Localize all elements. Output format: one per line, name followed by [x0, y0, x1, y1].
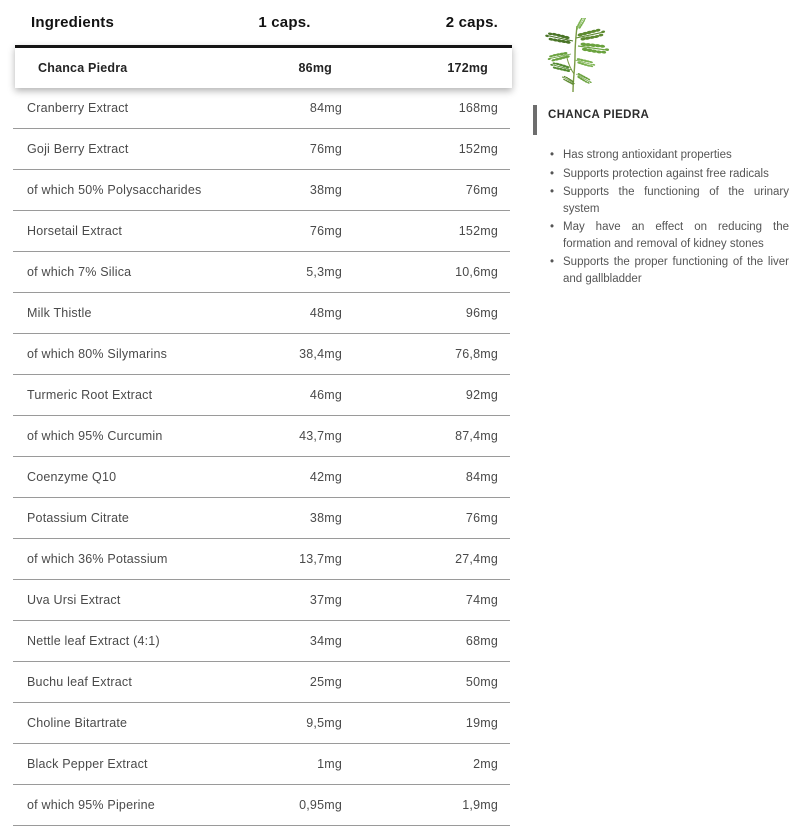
benefit-item: • Has strong antioxidant properties: [533, 147, 789, 164]
amount-1caps: 84mg: [309, 101, 342, 115]
amount-1caps: 46mg: [309, 388, 342, 402]
table-row: [13, 703, 510, 744]
amount-1caps: 86mg: [298, 61, 332, 75]
amount-2caps: 27,4mg: [455, 552, 498, 566]
ingredient-name: Turmeric Root Extract: [27, 388, 153, 402]
ingredient-name: of which 95% Curcumin: [27, 429, 163, 443]
ingredient-name: of which 95% Piperine: [27, 798, 155, 812]
table-row: [13, 170, 510, 211]
amount-1caps: 38,4mg: [299, 347, 342, 361]
ingredient-name: Potassium Citrate: [27, 511, 130, 525]
amount-2caps: 87,4mg: [455, 429, 498, 443]
table-row: [13, 498, 510, 539]
table-row: [13, 580, 510, 621]
table-row: [13, 334, 510, 375]
ingredient-name: Black Pepper Extract: [27, 757, 148, 771]
chanca-piedra-plant-illustration: [537, 18, 611, 94]
ingredient-name: of which 36% Potassium: [27, 552, 168, 566]
table-body: [13, 88, 510, 826]
amount-2caps: 84mg: [465, 470, 498, 484]
benefit-item: • Supports protection against free radicals: [533, 166, 789, 183]
table-row: [13, 293, 510, 334]
amount-1caps: 48mg: [309, 306, 342, 320]
table-row: [13, 539, 510, 580]
table-row: [13, 416, 510, 457]
ingredient-name: Uva Ursi Extract: [27, 593, 121, 607]
ingredient-name: Buchu leaf Extract: [27, 675, 133, 689]
header-2caps: 2 caps.: [445, 14, 498, 31]
amount-1caps: 5,3mg: [306, 265, 342, 279]
table-row: [13, 621, 510, 662]
ingredient-name: Choline Bitartrate: [27, 716, 128, 730]
amount-2caps: 172mg: [447, 61, 488, 75]
ingredient-name: of which 7% Silica: [27, 265, 132, 279]
chanca-piedra-info-panel: [533, 0, 789, 289]
table-row: [13, 662, 510, 703]
amount-2caps: 76mg: [465, 511, 498, 525]
info-title: CHANCA PIEDRA: [548, 109, 650, 121]
amount-2caps: 76,8mg: [455, 347, 498, 361]
amount-2caps: 19mg: [465, 716, 498, 730]
amount-1caps: 0,95mg: [299, 798, 342, 812]
benefits-list: [533, 147, 789, 287]
table-row: [13, 129, 510, 170]
ingredient-name: of which 50% Polysaccharides: [27, 183, 202, 197]
ingredient-name: Nettle leaf Extract (4:1): [27, 634, 160, 648]
ingredient-name: Horsetail Extract: [27, 224, 123, 238]
table-row: [13, 785, 510, 826]
table-row: [13, 375, 510, 416]
amount-2caps: 96mg: [465, 306, 498, 320]
ingredient-name: Cranberry Extract: [27, 101, 129, 115]
ingredient-name: Milk Thistle: [27, 306, 92, 320]
benefit-item: • Supports the proper functioning of the liver and gallbladder: [533, 254, 789, 287]
amount-1caps: 13,7mg: [299, 552, 342, 566]
amount-1caps: 43,7mg: [299, 429, 342, 443]
amount-2caps: 152mg: [458, 142, 498, 156]
amount-2caps: 10,6mg: [455, 265, 498, 279]
amount-2caps: 1,9mg: [462, 798, 498, 812]
ingredient-name: Coenzyme Q10: [27, 470, 117, 484]
amount-1caps: 76mg: [309, 224, 342, 238]
table-row: [13, 457, 510, 498]
benefit-item: • May have an effect on reducing the formation and removal of kidney stones: [533, 219, 789, 252]
ingredient-name: Chanca Piedra: [38, 61, 128, 75]
table-row: [13, 88, 510, 129]
amount-1caps: 38mg: [309, 511, 342, 525]
amount-2caps: 2mg: [473, 757, 498, 771]
amount-2caps: 168mg: [458, 101, 498, 115]
highlighted-row-chanca-piedra: [15, 45, 512, 88]
amount-2caps: 92mg: [465, 388, 498, 402]
amount-2caps: 76mg: [465, 183, 498, 197]
amount-2caps: 50mg: [465, 675, 498, 689]
amount-1caps: 37mg: [309, 593, 342, 607]
table-row: [13, 211, 510, 252]
header-1caps: 1 caps.: [258, 14, 311, 31]
info-heading-block: [533, 108, 789, 135]
amount-2caps: 68mg: [465, 634, 498, 648]
header-ingredients: Ingredients: [31, 14, 115, 31]
amount-2caps: 74mg: [465, 593, 498, 607]
amount-1caps: 42mg: [309, 470, 342, 484]
ingredient-name: Goji Berry Extract: [27, 142, 129, 156]
table-header-row: [13, 0, 510, 45]
amount-1caps: 9,5mg: [306, 716, 342, 730]
amount-1caps: 76mg: [309, 142, 342, 156]
accent-bar: [533, 105, 537, 135]
amount-1caps: 38mg: [309, 183, 342, 197]
benefit-item: • Supports the functioning of the urinary system: [533, 184, 789, 217]
ingredient-name: of which 80% Silymarins: [27, 347, 168, 361]
amount-1caps: 34mg: [309, 634, 342, 648]
amount-2caps: 152mg: [458, 224, 498, 238]
table-row: [13, 252, 510, 293]
ingredients-table: [13, 0, 510, 826]
amount-1caps: 1mg: [317, 757, 342, 771]
table-row: [13, 744, 510, 785]
amount-1caps: 25mg: [309, 675, 342, 689]
